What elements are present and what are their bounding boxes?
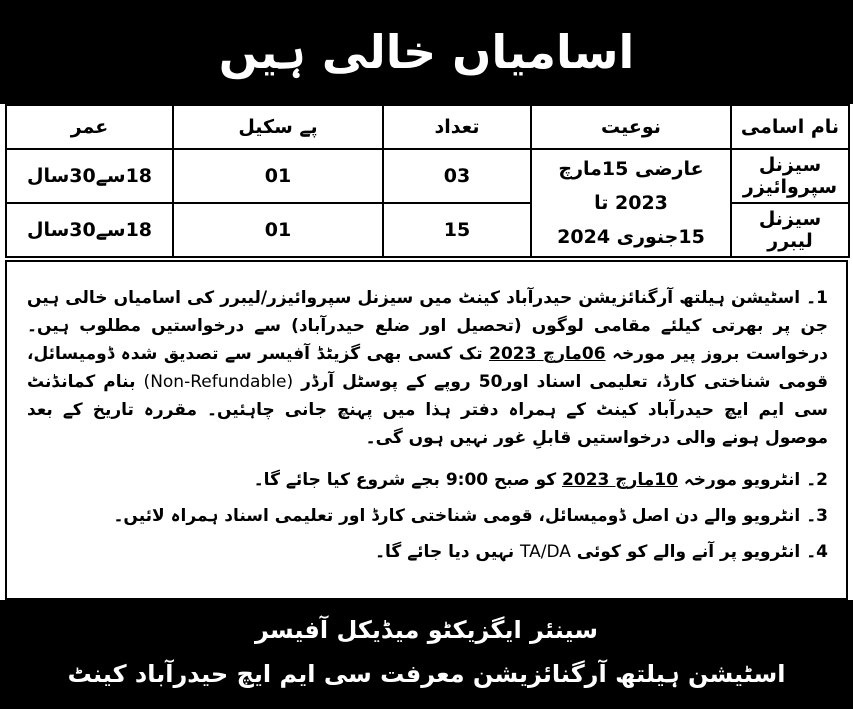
post-name: سیزنل لیبرر bbox=[731, 203, 849, 257]
post-count: 03 bbox=[383, 149, 531, 203]
officer-designation: سینئر ایگزیکٹو میڈیکل آفیسر bbox=[255, 616, 598, 644]
vacancies-title: اسامیاں خالی ہیں bbox=[218, 25, 635, 79]
instruction-number: 4۔ bbox=[806, 542, 828, 562]
organization-address: اسٹیشن ہیلتھ آرگنائزیشن معرفت سی ایم ایچ حیدرآباد کینٹ bbox=[67, 660, 786, 688]
header-age: عمر bbox=[6, 105, 173, 149]
post-age: 18سے30سال bbox=[6, 149, 173, 203]
post-count: 15 bbox=[383, 203, 531, 257]
interview-date: 10مارچ 2023 bbox=[562, 470, 678, 490]
post-pay-scale: 01 bbox=[173, 203, 383, 257]
last-date: 06مارچ 2023 bbox=[489, 344, 606, 364]
post-pay-scale: 01 bbox=[173, 149, 383, 203]
instruction-text: تک کسی بھی گزیٹڈ آفیسر سے تصدیق شدہ ڈومیسائل، قومی شناختی کارڈ، تعلیمی اسناد اور50 روپے کے پوسٹل آرڈر bbox=[27, 344, 828, 392]
header-banner bbox=[0, 0, 853, 104]
instruction-item-2 bbox=[27, 468, 828, 492]
instruction-number: 3۔ bbox=[806, 506, 828, 526]
instruction-text: بنام کمانڈنٹ سی ایم ایچ حیدرآباد کینٹ کے ہمراہ دفتر ہذا میں پہنچ جانی چاہئیں۔ مقررہ تاریخ کے بعد موصول ہونے والی درخواستیں قابلِ غور نہیں ہوں گی۔ bbox=[27, 372, 828, 448]
header-nature: نوعیت bbox=[531, 105, 731, 149]
post-age: 18سے30سال bbox=[6, 203, 173, 257]
table-row bbox=[6, 149, 849, 203]
header-pay-scale: پے سکیل bbox=[173, 105, 383, 149]
instruction-item-4 bbox=[27, 540, 828, 564]
instruction-item-1 bbox=[27, 284, 828, 452]
header-post-name: نام اسامی bbox=[731, 105, 849, 149]
vacancy-table bbox=[5, 104, 850, 258]
instruction-number: 1۔ bbox=[806, 288, 828, 308]
instruction-text: نہیں دیا جائے گا۔ bbox=[375, 542, 515, 562]
instruction-item-3 bbox=[27, 504, 828, 528]
instruction-text: کو صبح 9:00 بجے شروع کیا جائے گا۔ bbox=[253, 470, 557, 490]
instruction-text: انٹرویو والے دن اصل ڈومیسائل، قومی شناختی کارڈ اور تعلیمی اسناد ہمراہ لائیں۔ bbox=[113, 506, 801, 526]
footer-banner bbox=[0, 600, 853, 709]
nature-line: عارضی 15مارچ 2023 تا bbox=[558, 158, 704, 214]
header-count: تعداد bbox=[383, 105, 531, 149]
instruction-text: انٹرویو مورخہ bbox=[683, 470, 801, 490]
instructions-box bbox=[5, 260, 848, 600]
ta-da-label: TA/DA bbox=[520, 542, 571, 562]
nature-line: 15جنوری 2024 bbox=[557, 226, 705, 248]
nature-cell bbox=[531, 149, 731, 257]
instruction-number: 2۔ bbox=[806, 470, 828, 490]
post-name: سیزنل سپروائیزر bbox=[731, 149, 849, 203]
instruction-text: اسٹیشن ہیلتھ آرگنائزیشن حیدرآباد کینٹ میں سیزنل سپروائیزر/لیبرر کی اسامیاں خالی ہیں جن پر بھرتی کیلئے مقامی لوگوں (تحصیل اور ضلع حیدرآباد) سے درخواستیں مطلوب ہیں۔ درخواست بروز پیر مورخہ bbox=[27, 288, 828, 364]
non-refundable-label: (Non-Refundable) bbox=[143, 372, 294, 392]
instruction-text: انٹرویو پر آنے والے کو کوئی bbox=[576, 542, 801, 562]
table-header-row bbox=[6, 105, 849, 149]
